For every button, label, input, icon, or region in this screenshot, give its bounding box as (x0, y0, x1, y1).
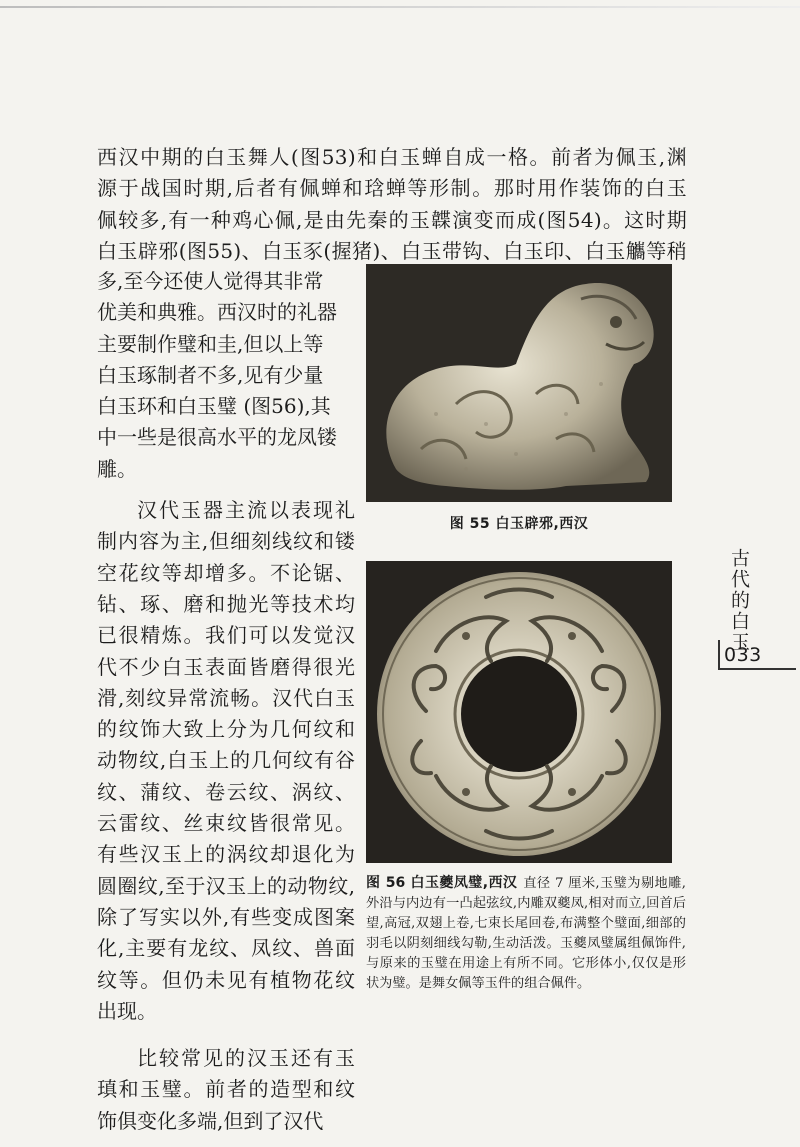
figure-55-caption: 图 55 白玉辟邪,西汉 (449, 516, 589, 532)
body-column (97, 266, 355, 1137)
figure-56-caption (366, 873, 686, 994)
section-title: 古代的白玉 (728, 548, 750, 653)
lead-line: 西汉中期的白玉舞人(图53)和白玉蝉自成一格。前者为佩玉,渊 (97, 145, 687, 169)
paragraph-tian-bi: 比较常见的汉玉还有玉瑱和玉璧。前者的造型和纹饰俱变化多端,但到了汉代 (97, 1046, 355, 1133)
top-rule (0, 6, 800, 8)
figure-55-photo (366, 264, 672, 502)
col-line: 白玉琢制者不多,见有少量 (97, 362, 324, 387)
col-line: 白玉环和白玉璧 (图56),其 (97, 394, 331, 419)
col-line: 多,至今还使人觉得其非常 (97, 269, 324, 293)
page-number-rule-horizontal (718, 668, 796, 670)
bixie-illustration (366, 264, 672, 502)
page-number: 033 (724, 644, 762, 666)
paragraph-decoration: 汉代玉器主流以表现礼制内容为主,但细刻线纹和镂空花纹等却增多。不论锯、钻、琢、磨和抛光等技术均已很精炼。我们可以发觉汉代不少白玉表面皆磨得很光滑,刻纹异常流畅。汉代白玉的纹饰大致上分为几何纹和动物纹,白玉上的几何纹有谷纹、蒲纹、卷云纹、涡纹、云雷纹、丝束纹皆很常见。有些汉玉上的涡纹却退化为圆圈纹,至于汉玉上的动物纹,除了写实以外,有些变成图案化,主要有龙纹、凤纹、兽面纹等。但仍未见有植物花纹出现。 (97, 498, 355, 1023)
col-line: 优美和典雅。西汉时的礼器 (97, 300, 337, 325)
lead-line: 源于战国时期,后者有佩蝉和琀蝉等形制。那时用作装饰的白玉 (97, 176, 687, 201)
figure-56-photo (366, 561, 672, 863)
lead-line: 白玉辟邪(图55)、白玉豕(握猪)、白玉带钩、白玉印、白玉觿等稍 (97, 238, 687, 263)
bi-disc-illustration (366, 561, 672, 863)
figure-56-caption-body: 直径 7 厘米,玉璧为剔地雕,外沿与内边有一凸起弦纹,内雕双夔凤,相对而立,回首后望,高冠,双翅上卷,七束长尾回卷,布满整个璧面,细部的羽毛以阴刻细线勾勒,生动活泼。玉夔凤璧属组佩饰件,与原来的玉璧在用途上有所不同。它形体小,仅仅是形状为璧。是舞女佩等玉件的组合佩件。 (366, 876, 686, 991)
lead-line: 佩较多,有一种鸡心佩,是由先秦的玉韘演变而成(图54)。这时期 (97, 207, 687, 232)
page-number-rule-vertical (718, 640, 720, 668)
col-line: 主要制作璧和圭,但以上等 (97, 331, 324, 356)
col-line: 雕。 (97, 456, 137, 481)
figure-56-caption-title: 图 56 白玉夔凤璧,西汉 (366, 875, 518, 891)
lead-paragraph (97, 142, 687, 267)
col-line: 中一些是很高水平的龙凤镂 (97, 425, 337, 450)
